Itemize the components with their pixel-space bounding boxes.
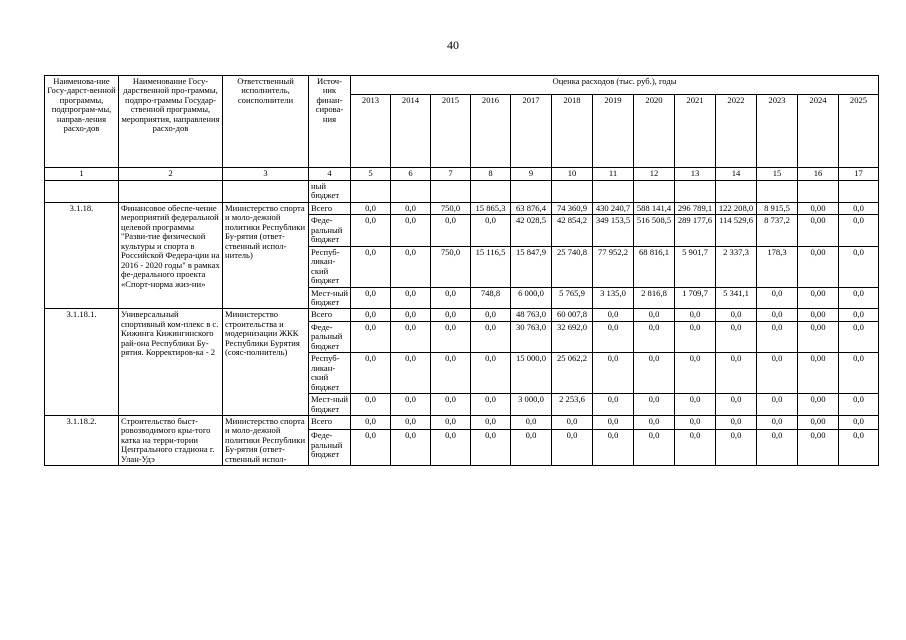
value-cell: 0,0 <box>716 353 757 394</box>
value-cell: 3 000,0 <box>511 394 552 416</box>
value-cell: 0,0 <box>593 394 634 416</box>
value-cell: 114 529,6 <box>716 215 757 246</box>
table-row <box>45 415 879 429</box>
value-cell: 25 740,8 <box>552 246 593 287</box>
value-cell: 77 952,2 <box>593 246 634 287</box>
value-cell: 0,0 <box>471 353 511 394</box>
funding-source: Всего <box>309 415 351 429</box>
table-row <box>45 181 879 203</box>
header-col-funding-source: Источ-ник финан-сирова-ния <box>309 76 351 168</box>
value-cell: 74 360,9 <box>552 202 593 214</box>
column-number: 13 <box>675 168 716 181</box>
value-cell: 0,0 <box>431 287 471 309</box>
value-cell: 5 765,9 <box>552 287 593 309</box>
column-number: 2 <box>119 168 223 181</box>
value-cell: 0,0 <box>593 321 634 352</box>
row-program-name: Финансовое обеспе-чение мероприятий федеральной целевой программы "Разви-тие физической культуры и спорта в Российской Федера-ции на 2016 - 2020 годы" в рамках фе-дерального проекта «Спорт-норма жиз-ни» <box>119 202 223 309</box>
header-year: 2013 <box>351 95 391 168</box>
value-cell: 0,0 <box>471 394 511 416</box>
column-number: 3 <box>223 168 309 181</box>
value-cell: 0,0 <box>391 430 431 466</box>
value-cell: 0,0 <box>839 394 879 416</box>
value-cell: 0,0 <box>716 430 757 466</box>
value-cell: 0,00 <box>798 321 839 352</box>
funding-source: Респуб-ликан-ский бюджет <box>309 353 351 394</box>
column-number: 12 <box>634 168 675 181</box>
value-cell: 0,0 <box>351 246 391 287</box>
column-number: 4 <box>309 168 351 181</box>
value-cell: 349 153,5 <box>593 215 634 246</box>
value-cell: 750,0 <box>431 202 471 214</box>
column-number: 9 <box>511 168 552 181</box>
value-cell: 0,0 <box>431 321 471 352</box>
header-year: 2025 <box>839 95 879 168</box>
value-cell: 0,00 <box>798 430 839 466</box>
value-cell: 0,0 <box>511 430 552 466</box>
column-number: 5 <box>351 168 391 181</box>
value-cell: 0,0 <box>634 353 675 394</box>
header-year: 2019 <box>593 95 634 168</box>
value-cell: 0,0 <box>391 215 431 246</box>
funding-source: Феде-ральный бюджет <box>309 321 351 352</box>
column-number: 6 <box>391 168 431 181</box>
value-cell: 0,0 <box>757 430 798 466</box>
funding-source: Феде-ральный бюджет <box>309 430 351 466</box>
row-executor: Министерство спорта и моло-дежной политики Республики Бу-рятия (ответ-ственный испол- <box>223 415 309 465</box>
value-cell: 0,0 <box>839 287 879 309</box>
value-cell: 178,3 <box>757 246 798 287</box>
value-cell: 3 135,0 <box>593 287 634 309</box>
value-cell: 0,0 <box>431 215 471 246</box>
column-number: 15 <box>757 168 798 181</box>
value-cell: 0,0 <box>675 321 716 352</box>
cell-empty <box>716 181 757 203</box>
funding-source: Мест-ный бюджет <box>309 394 351 416</box>
header-col-program-title: Наименование Госу-дарственной про-граммы, подпро-граммы Государ-ственной программы, мероприятия, направления расхо-дов <box>119 76 223 168</box>
column-number: 1 <box>45 168 119 181</box>
value-cell: 0,0 <box>351 394 391 416</box>
row-code: 3.1.18. <box>45 202 119 309</box>
value-cell: 42 854,2 <box>552 215 593 246</box>
value-cell: 0,0 <box>391 415 431 429</box>
value-cell: 0,0 <box>351 309 391 321</box>
cell-empty <box>119 181 223 203</box>
header-col-executor: Ответственный исполнитель, соисполнители <box>223 76 309 168</box>
column-number: 10 <box>552 168 593 181</box>
value-cell: 0,0 <box>757 287 798 309</box>
cell-empty <box>471 181 511 203</box>
column-number: 14 <box>716 168 757 181</box>
value-cell: 15 000,0 <box>511 353 552 394</box>
value-cell: 0,0 <box>757 309 798 321</box>
value-cell: 0,0 <box>675 430 716 466</box>
column-number: 16 <box>798 168 839 181</box>
value-cell: 0,0 <box>391 202 431 214</box>
value-cell: 0,0 <box>634 309 675 321</box>
value-cell: 0,0 <box>471 215 511 246</box>
value-cell: 25 062,2 <box>552 353 593 394</box>
value-cell: 60 007,8 <box>552 309 593 321</box>
value-cell: 0,0 <box>839 309 879 321</box>
value-cell: 0,0 <box>634 321 675 352</box>
value-cell: 0,00 <box>798 287 839 309</box>
value-cell: 516 508,5 <box>634 215 675 246</box>
value-cell: 0,0 <box>351 415 391 429</box>
header-col-program-name: Наименова-ние Госу-дарст-венной программы, подпрограм-мы, направ-ления расхо-дов <box>45 76 119 168</box>
row-program-name: Универсальный спортивный ком-плекс в с. Кижинга Кижингинского рай-она Республики Бу-рятия. Корректиров-ка - 2 <box>119 309 223 416</box>
value-cell: 0,0 <box>839 430 879 466</box>
value-cell: 0,0 <box>839 215 879 246</box>
value-cell: 0,0 <box>716 415 757 429</box>
cell-empty <box>593 181 634 203</box>
funding-source: Феде-ральный бюджет <box>309 215 351 246</box>
row-program-name: Строительство быст-ровозводимого кры-того катка на терри-тории Центрального стадиона г. Улан-Удэ <box>119 415 223 465</box>
value-cell: 5 901,7 <box>675 246 716 287</box>
header-year: 2022 <box>716 95 757 168</box>
value-cell: 296 789,1 <box>675 202 716 214</box>
value-cell: 0,00 <box>798 309 839 321</box>
value-cell: 0,0 <box>391 309 431 321</box>
value-cell: 5 341,1 <box>716 287 757 309</box>
value-cell: 0,0 <box>471 309 511 321</box>
value-cell: 42 028,5 <box>511 215 552 246</box>
value-cell: 0,0 <box>839 246 879 287</box>
value-cell: 15 116,5 <box>471 246 511 287</box>
header-row <box>45 76 879 95</box>
value-cell: 0,0 <box>675 353 716 394</box>
value-cell: 0,0 <box>757 415 798 429</box>
value-cell: 588 141,4 <box>634 202 675 214</box>
cell-empty <box>351 181 391 203</box>
funding-source: Всего <box>309 202 351 214</box>
table-row <box>45 202 879 214</box>
value-cell: 0,0 <box>634 430 675 466</box>
value-cell: 0,0 <box>391 321 431 352</box>
value-cell: 0,0 <box>552 430 593 466</box>
value-cell: 2 337,3 <box>716 246 757 287</box>
cell-empty <box>757 181 798 203</box>
value-cell: 0,0 <box>431 394 471 416</box>
value-cell: 0,0 <box>351 215 391 246</box>
value-cell: 750,0 <box>431 246 471 287</box>
funding-source: ный бюджет <box>309 181 351 203</box>
value-cell: 6 000,0 <box>511 287 552 309</box>
value-cell: 30 763,0 <box>511 321 552 352</box>
value-cell: 0,0 <box>511 415 552 429</box>
header-year: 2014 <box>391 95 431 168</box>
header-year: 2024 <box>798 95 839 168</box>
value-cell: 0,0 <box>634 415 675 429</box>
value-cell: 2 816,8 <box>634 287 675 309</box>
value-cell: 0,0 <box>675 309 716 321</box>
value-cell: 0,0 <box>757 321 798 352</box>
value-cell: 0,0 <box>593 430 634 466</box>
value-cell: 0,00 <box>798 415 839 429</box>
value-cell: 63 876,4 <box>511 202 552 214</box>
cell-empty <box>798 181 839 203</box>
cell-empty <box>431 181 471 203</box>
value-cell: 0,0 <box>716 309 757 321</box>
value-cell: 15 865,3 <box>471 202 511 214</box>
value-cell: 0,0 <box>471 430 511 466</box>
funding-source: Мест-ный бюджет <box>309 287 351 309</box>
column-number: 11 <box>593 168 634 181</box>
header-estimate: Оценка расходов (тыс. руб.), годы <box>351 76 879 95</box>
value-cell: 0,0 <box>839 353 879 394</box>
value-cell: 0,0 <box>351 321 391 352</box>
cell-empty <box>552 181 593 203</box>
value-cell: 0,0 <box>431 415 471 429</box>
header-year: 2018 <box>552 95 593 168</box>
value-cell: 0,0 <box>716 394 757 416</box>
cell-empty <box>511 181 552 203</box>
value-cell: 1 709,7 <box>675 287 716 309</box>
page-number: 40 <box>447 38 459 52</box>
funding-source: Респуб-ликан-ский бюджет <box>309 246 351 287</box>
value-cell: 0,00 <box>798 215 839 246</box>
value-cell: 0,00 <box>798 353 839 394</box>
value-cell: 0,0 <box>431 353 471 394</box>
column-number: 17 <box>839 168 879 181</box>
value-cell: 0,0 <box>593 309 634 321</box>
value-cell: 2 253,6 <box>552 394 593 416</box>
value-cell: 0,0 <box>757 394 798 416</box>
column-number: 7 <box>431 168 471 181</box>
value-cell: 289 177,6 <box>675 215 716 246</box>
row-code: 3.1.18.2. <box>45 415 119 465</box>
value-cell: 0,0 <box>471 321 511 352</box>
value-cell: 0,0 <box>391 394 431 416</box>
column-number: 8 <box>471 168 511 181</box>
table-body <box>45 168 879 466</box>
value-cell: 0,0 <box>351 430 391 466</box>
row-executor: Министерство спорта и моло-дежной политики Республики Бу-рятия (ответ-ственный испол-нитель) <box>223 202 309 309</box>
value-cell: 0,0 <box>593 415 634 429</box>
header-year: 2017 <box>511 95 552 168</box>
header-year: 2021 <box>675 95 716 168</box>
budget-table <box>44 75 879 466</box>
value-cell: 0,0 <box>675 415 716 429</box>
value-cell: 0,0 <box>471 415 511 429</box>
funding-source: Всего <box>309 309 351 321</box>
value-cell: 0,0 <box>675 394 716 416</box>
header-year: 2020 <box>634 95 675 168</box>
value-cell: 0,0 <box>716 321 757 352</box>
header-year: 2023 <box>757 95 798 168</box>
value-cell: 8 737,2 <box>757 215 798 246</box>
cell-empty <box>634 181 675 203</box>
value-cell: 8 915,5 <box>757 202 798 214</box>
value-cell: 0,00 <box>798 202 839 214</box>
value-cell: 0,0 <box>839 415 879 429</box>
value-cell: 0,0 <box>351 353 391 394</box>
row-code: 3.1.18.1. <box>45 309 119 416</box>
value-cell: 0,0 <box>552 415 593 429</box>
value-cell: 0,0 <box>839 321 879 352</box>
value-cell: 0,0 <box>391 287 431 309</box>
value-cell: 748,8 <box>471 287 511 309</box>
value-cell: 0,0 <box>634 394 675 416</box>
column-numbers-row <box>45 168 879 181</box>
value-cell: 0,0 <box>839 202 879 214</box>
cell-empty <box>223 181 309 203</box>
row-executor: Министерство строительства и модернизации ЖКК Республики Бурятия (сояс-полнитель) <box>223 309 309 416</box>
value-cell: 430 240,7 <box>593 202 634 214</box>
value-cell: 0,00 <box>798 246 839 287</box>
value-cell: 0,0 <box>431 309 471 321</box>
value-cell: 0,0 <box>593 353 634 394</box>
value-cell: 0,0 <box>351 287 391 309</box>
cell-empty <box>391 181 431 203</box>
table-row <box>45 309 879 321</box>
value-cell: 48 763,0 <box>511 309 552 321</box>
value-cell: 32 692,0 <box>552 321 593 352</box>
cell-empty <box>675 181 716 203</box>
value-cell: 15 847,9 <box>511 246 552 287</box>
value-cell: 122 208,0 <box>716 202 757 214</box>
value-cell: 0,0 <box>351 202 391 214</box>
value-cell: 0,0 <box>431 430 471 466</box>
header-year: 2015 <box>431 95 471 168</box>
value-cell: 0,0 <box>391 246 431 287</box>
value-cell: 68 816,1 <box>634 246 675 287</box>
value-cell: 0,00 <box>798 394 839 416</box>
cell-empty <box>839 181 879 203</box>
cell-empty <box>45 181 119 203</box>
value-cell: 0,0 <box>757 353 798 394</box>
header-year: 2016 <box>471 95 511 168</box>
value-cell: 0,0 <box>391 353 431 394</box>
